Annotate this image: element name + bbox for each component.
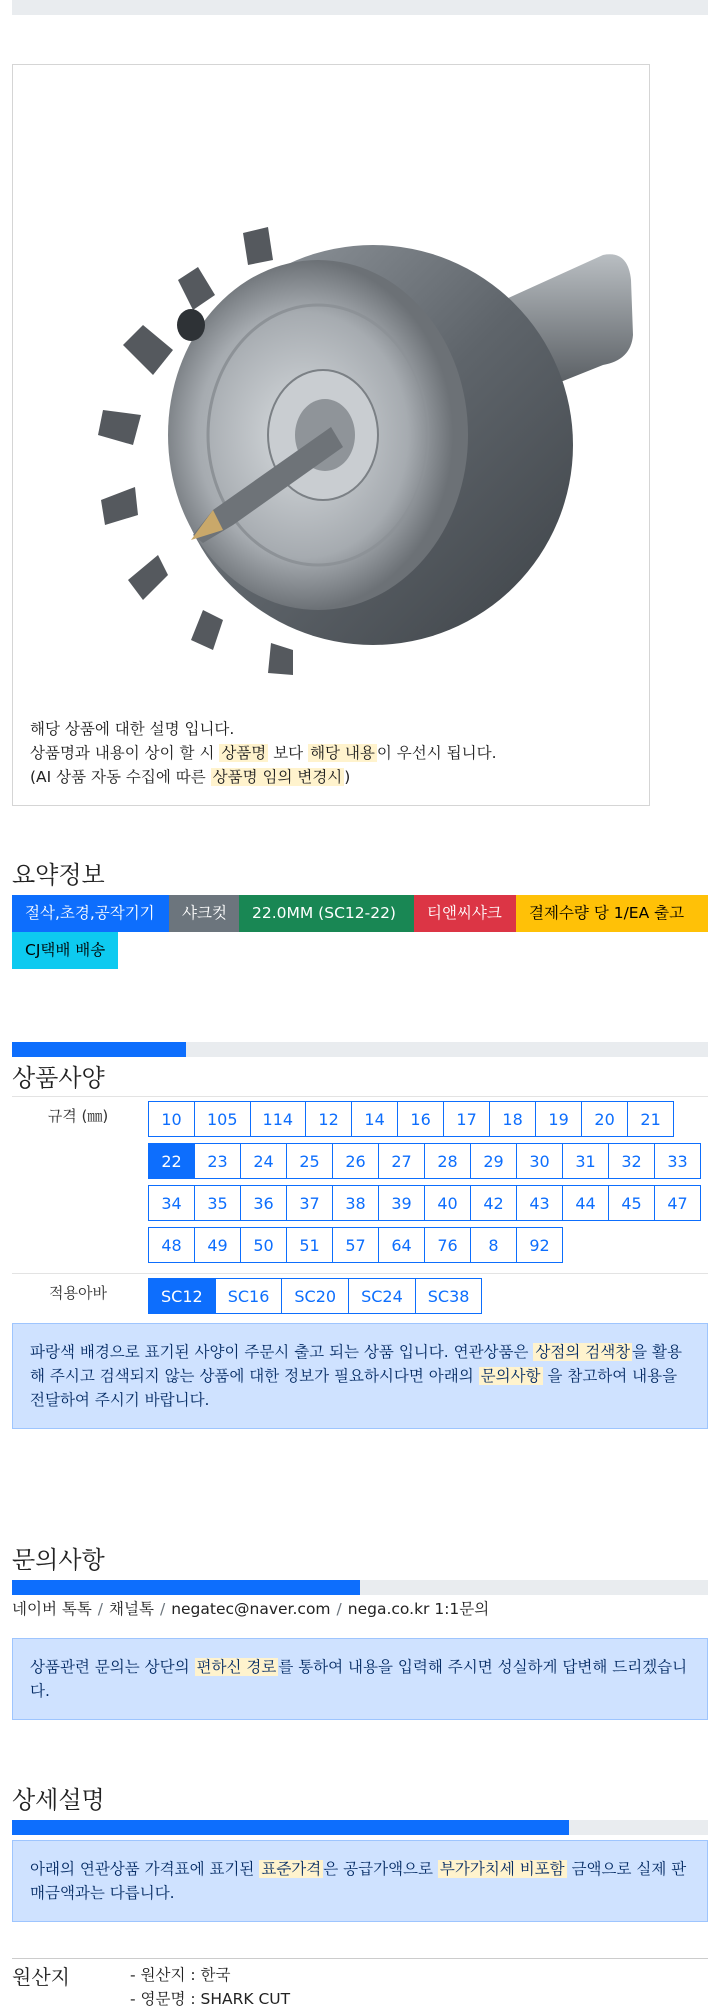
size-option[interactable]: 19 xyxy=(535,1101,582,1137)
detail-progress-bar xyxy=(12,1820,708,1835)
size-option[interactable]: 16 xyxy=(397,1101,444,1137)
spec-notice xyxy=(12,1323,708,1429)
summary-title: 요약정보 xyxy=(12,861,105,889)
spec-progress-fill xyxy=(12,1042,186,1057)
size-option[interactable]: 20 xyxy=(581,1101,628,1137)
product-image-card xyxy=(12,64,650,806)
notice-text: 을 활용해 주시고 검색되지 않는 상품에 대한 정보가 필요하시다면 아래의 xyxy=(30,1343,683,1385)
channel-naver-talk[interactable]: 네이버 톡톡 xyxy=(12,1600,92,1618)
badge-shipping: CJ택배 배송 xyxy=(12,932,118,969)
size-option[interactable]: 37 xyxy=(286,1185,333,1221)
size-option[interactable]: 36 xyxy=(240,1185,287,1221)
arbor-options xyxy=(148,1278,708,1320)
size-option[interactable]: 34 xyxy=(148,1185,195,1221)
size-option[interactable]: 25 xyxy=(286,1143,333,1179)
arbor-option[interactable]: SC24 xyxy=(348,1278,416,1314)
separator: / xyxy=(159,1600,166,1618)
spec-table xyxy=(12,1096,708,1324)
arbor-option[interactable]: SC38 xyxy=(415,1278,483,1314)
highlight-route: 편하신 경로 xyxy=(196,1658,277,1676)
separator: / xyxy=(336,1600,342,1618)
size-option[interactable]: 24 xyxy=(240,1143,287,1179)
desc-text: ) xyxy=(344,768,351,786)
spec-progress-bar xyxy=(12,1042,708,1057)
size-option[interactable]: 38 xyxy=(332,1185,379,1221)
badge-model: 22.0MM (SC12-22) xyxy=(239,895,414,932)
desc-text: 보다 xyxy=(268,744,309,762)
highlight-vat-excluded: 부가가치세 비포함 xyxy=(439,1860,565,1878)
size-option[interactable]: 45 xyxy=(608,1185,655,1221)
size-option[interactable]: 44 xyxy=(562,1185,609,1221)
size-option[interactable]: 49 xyxy=(194,1227,241,1263)
separator: / xyxy=(97,1600,104,1618)
size-option[interactable]: 50 xyxy=(240,1227,287,1263)
arbor-option[interactable]: SC16 xyxy=(215,1278,283,1314)
highlight-product-name: 상품명 xyxy=(221,744,267,762)
notice-text: 을 참고하여 내용을 전달하여 주시기 바랍니다. xyxy=(30,1367,678,1409)
size-option[interactable]: 10 xyxy=(148,1101,195,1137)
size-option[interactable]: 21 xyxy=(627,1101,674,1137)
origin-row xyxy=(12,1958,708,2008)
size-option[interactable]: 28 xyxy=(424,1143,471,1179)
size-option[interactable]: 105 xyxy=(194,1101,251,1137)
inquiry-progress-fill xyxy=(12,1580,360,1595)
size-option[interactable]: 27 xyxy=(378,1143,425,1179)
size-option[interactable]: 32 xyxy=(608,1143,655,1179)
size-option[interactable]: 48 xyxy=(148,1227,195,1263)
desc-text: 이 우선시 됩니다. xyxy=(376,744,497,762)
highlight-search: 상점의 검색창 xyxy=(535,1343,631,1361)
size-option[interactable]: 18 xyxy=(489,1101,536,1137)
desc-line-1: 해당 상품에 대한 설명 입니다. xyxy=(30,720,235,738)
size-label: 규격 (㎜) xyxy=(12,1097,144,1274)
channel-site-inquiry[interactable]: nega.co.kr 1:1문의 xyxy=(347,1600,490,1618)
size-option[interactable]: 26 xyxy=(332,1143,379,1179)
badge-quantity: 결제수량 당 1/EA 출고 xyxy=(516,895,708,932)
size-options xyxy=(148,1101,708,1269)
origin-values xyxy=(130,1963,290,2011)
desc-line-3 xyxy=(30,765,497,789)
arbor-option[interactable]: SC12 xyxy=(148,1278,216,1314)
highlight-name-change: 상품명 임의 변경시 xyxy=(212,768,343,786)
channel-email[interactable]: negatec@naver.com xyxy=(171,1600,331,1618)
notice-text: 파랑색 배경으로 표기된 사양이 주문시 출고 되는 상품 입니다. 연관상품은 xyxy=(30,1343,534,1361)
size-option[interactable]: 92 xyxy=(516,1227,563,1263)
size-option[interactable]: 22 xyxy=(148,1143,195,1179)
notice-text: 아래의 연관상품 가격표에 표기된 xyxy=(30,1860,260,1878)
size-option[interactable]: 23 xyxy=(194,1143,241,1179)
size-option[interactable]: 29 xyxy=(470,1143,517,1179)
origin-label: 원산지 xyxy=(12,1965,70,1989)
detail-progress-fill xyxy=(12,1820,569,1835)
size-option[interactable]: 114 xyxy=(250,1101,307,1137)
notice-text: 상품관련 문의는 상단의 xyxy=(30,1658,195,1676)
size-option[interactable]: 33 xyxy=(654,1143,701,1179)
inquiry-notice xyxy=(12,1638,708,1720)
origin-english-name: - 영문명 : SHARK CUT xyxy=(130,1990,291,2008)
notice-text: 금액으로 실제 판매금액과는 다릅니다. xyxy=(30,1860,687,1902)
size-option[interactable]: 51 xyxy=(286,1227,333,1263)
badge-category: 절삭,초경,공작기기 xyxy=(12,895,169,932)
size-option[interactable]: 43 xyxy=(516,1185,563,1221)
detail-notice xyxy=(12,1840,708,1922)
highlight-standard-price: 표준가격 xyxy=(261,1860,322,1878)
desc-text: (AI 상품 자동 수집에 따른 xyxy=(30,768,211,786)
size-option[interactable]: 30 xyxy=(516,1143,563,1179)
notice-text: 은 공급가액으로 xyxy=(323,1860,438,1878)
arbor-option[interactable]: SC20 xyxy=(281,1278,349,1314)
size-option[interactable]: 40 xyxy=(424,1185,471,1221)
top-progress-bar xyxy=(12,0,708,15)
highlight-content: 해당 내용 xyxy=(310,744,375,762)
arbor-label: 적용아바 xyxy=(12,1274,144,1325)
size-option[interactable]: 64 xyxy=(378,1227,425,1263)
size-option[interactable]: 14 xyxy=(351,1101,398,1137)
origin-country: - 원산지 : 한국 xyxy=(130,1966,231,1984)
spec-title: 상품사양 xyxy=(12,1064,105,1092)
badge-brand: 샤크컷 xyxy=(169,895,239,932)
channel-talk[interactable]: 채널톡 xyxy=(109,1600,154,1618)
size-option[interactable]: 8 xyxy=(470,1227,517,1263)
size-option[interactable]: 39 xyxy=(378,1185,425,1221)
badge-maker: 티앤씨샤크 xyxy=(414,895,516,932)
desc-text: 상품명과 내용이 상이 할 시 xyxy=(30,744,220,762)
contact-channels xyxy=(12,1597,489,1619)
size-option[interactable]: 57 xyxy=(332,1227,379,1263)
size-option[interactable]: 76 xyxy=(424,1227,471,1263)
inquiry-title: 문의사항 xyxy=(12,1546,105,1574)
size-option[interactable]: 31 xyxy=(562,1143,609,1179)
inquiry-progress-bar xyxy=(12,1580,708,1595)
size-option[interactable]: 47 xyxy=(654,1185,701,1221)
desc-line-2 xyxy=(30,741,497,765)
highlight-inquiry: 문의사항 xyxy=(480,1367,541,1385)
size-option[interactable]: 17 xyxy=(443,1101,490,1137)
notice-text: 를 통하여 내용을 입력해 주시면 성실하게 답변해 드리겠습니다. xyxy=(30,1658,688,1700)
size-option[interactable]: 35 xyxy=(194,1185,241,1221)
detail-title: 상세설명 xyxy=(12,1786,105,1814)
size-option[interactable]: 42 xyxy=(470,1185,517,1221)
size-option[interactable]: 12 xyxy=(305,1101,352,1137)
hole-saw-cutter-image xyxy=(73,115,653,675)
